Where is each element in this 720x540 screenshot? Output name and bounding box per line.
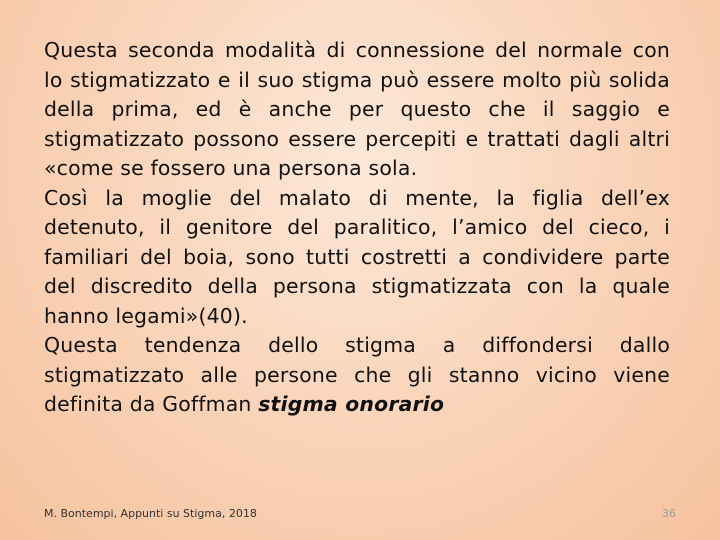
footer-credit: M. Bontempi, Appunti su Stigma, 2018 xyxy=(44,507,257,520)
page-number: 36 xyxy=(662,507,676,520)
paragraph-1: Questa seconda modalità di connessione del normale con lo stigmatizzato e il suo stigma può essere molto più solida della prima, ed è anche per questo che il saggio e stigmatizzato possono essere percepiti e trattati dagli altri «come se fossero una persona sola. xyxy=(44,38,670,180)
paragraph-3-text: Questa tendenza dello stigma a diffondersi dallo stigmatizzato alle persone che gli stanno vicino viene definita da Goffman xyxy=(44,333,670,416)
emphasized-term: stigma onorario xyxy=(258,392,445,416)
slide-body xyxy=(44,36,670,420)
paragraph-3 xyxy=(44,331,670,420)
paragraph-2: Così la moglie del malato di mente, la figlia dell’ex detenuto, il genitore del paralitico, l’amico del cieco, i familiari del boia, sono tutti costretti a condividere parte del discredito della persona stigmatizzata con la quale hanno legami»(40). xyxy=(44,185,670,328)
